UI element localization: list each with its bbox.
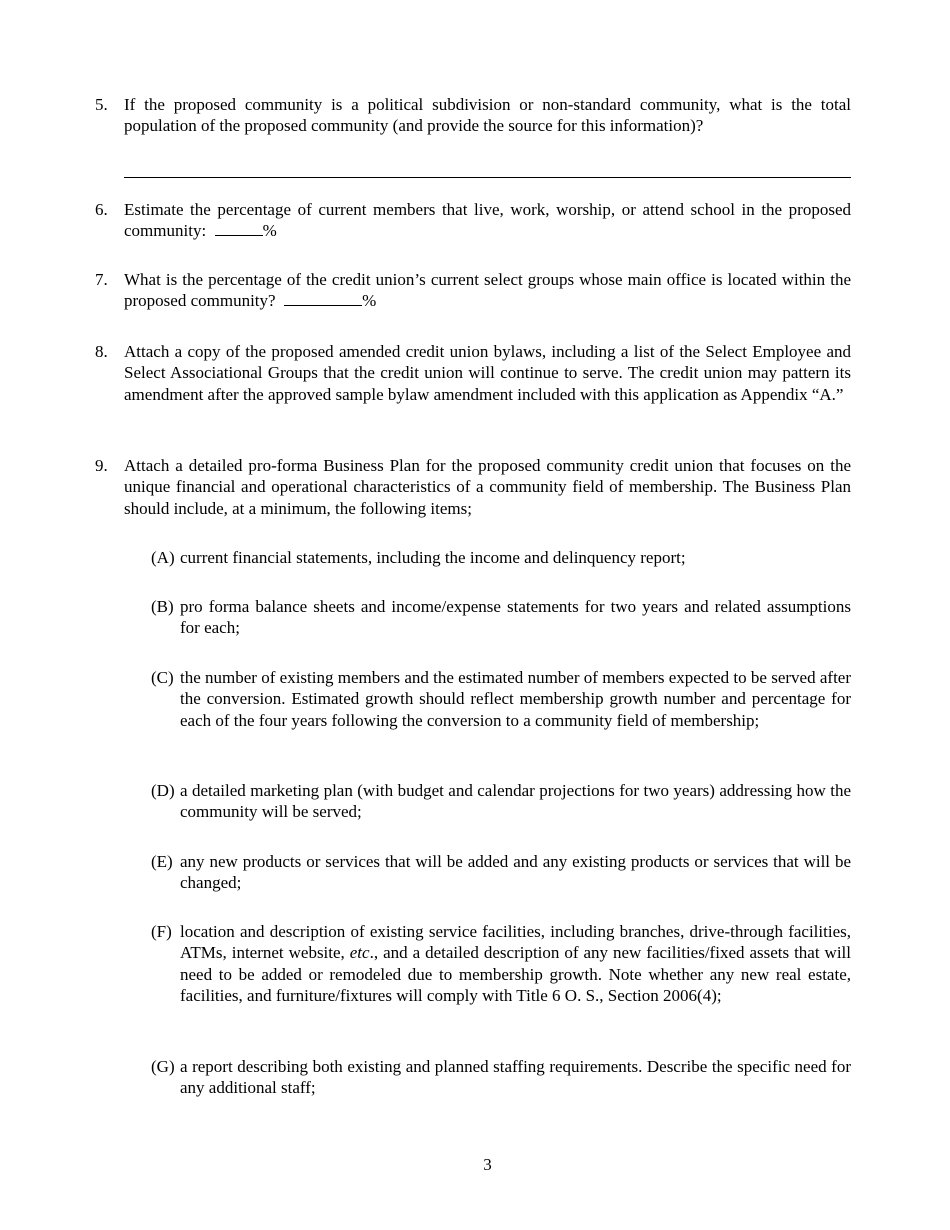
question-5 [95,94,851,137]
page-number: 3 [483,1155,492,1174]
subitem-a [151,547,851,568]
subitem-label: (C) [151,668,174,687]
question-text: Attach a copy of the proposed amended credit union bylaws, including a list of the Select Employee and Select Associational Groups that the credit union will continue to serve. The credit union may pattern its amendment after the approved sample bylaw amendment included with this application as Appendix “A.” [124,342,851,404]
question-number: 5. [95,95,108,114]
subitem-label: (G) [151,1057,175,1076]
percentage-blank[interactable] [284,290,362,306]
subitem-g [151,1056,851,1099]
subitem-text-part: location and description of existing service facilities, including branches, drive-through facilities, ATMs, internet website, [180,922,851,963]
subitem-text: pro forma balance sheets and income/expense statements for two years and related assumptions for each; [180,597,851,638]
subitem-c [151,667,851,731]
subitem-text: the number of existing members and the estimated number of members expected to be served after the conversion. Estimated growth should reflect membership growth number and percentage for each of the four years following the conversion to a community field of membership; [180,668,851,730]
subitem-label: (D) [151,781,175,800]
question-number: 6. [95,200,108,219]
question-body [124,269,851,312]
question-9 [95,455,851,519]
question-number: 7. [95,270,108,289]
subitem-text: a report describing both existing and planned staffing requirements. Describe the specific need for any additional staff; [180,1057,851,1098]
subitem-text-italic: etc [349,943,370,963]
question-text: What is the percentage of the credit union’s current select groups whose main office is located within the proposed community? [124,270,851,311]
subitem-text: current financial statements, including the income and delinquency report; [180,548,686,567]
subitem-text-part: ., and a detailed description of any new facilities/fixed assets that will need to be added or remodeled due to membership growth. Note whether any new real estate, facilities, and furniture/fixtures will comply with Title 6 O. S., Section 2006(4); [180,943,851,1006]
subitem-label: (A) [151,548,175,567]
question-8 [95,341,851,405]
subitem-text: any new products or services that will be added and any existing products or services that will be changed; [180,852,851,893]
subitem-text: a detailed marketing plan (with budget and calendar projections for two years) addressing how the community will be served; [180,781,851,822]
subitem-label: (F) [151,922,172,941]
question-text: Estimate the percentage of current members that live, work, worship, or attend school in the proposed community: [124,200,851,241]
question-number: 8. [95,342,108,361]
percent-sign: % [262,221,277,241]
percentage-blank[interactable] [215,220,263,236]
subitem-f [151,921,851,1007]
answer-line-question-5[interactable] [124,177,851,178]
question-text: Attach a detailed pro-forma Business Plan for the proposed community credit union that focuses on the unique financial and operational characteristics of a community field of membership. The Business Plan should include, at a minimum, the following items; [124,456,851,518]
question-text: If the proposed community is a political subdivision or non-standard community, what is the total population of the proposed community (and provide the source for this information)? [124,95,851,136]
subitem-label: (E) [151,852,173,871]
question-number: 9. [95,456,108,475]
question-7 [95,269,851,312]
question-body [124,199,851,242]
subitem-b [151,596,851,639]
percent-sign: % [362,291,377,311]
subitem-d [151,780,851,823]
question-6 [95,199,851,242]
subitem-text [180,921,851,1007]
subitem-label: (B) [151,597,174,616]
subitem-e [151,851,851,894]
